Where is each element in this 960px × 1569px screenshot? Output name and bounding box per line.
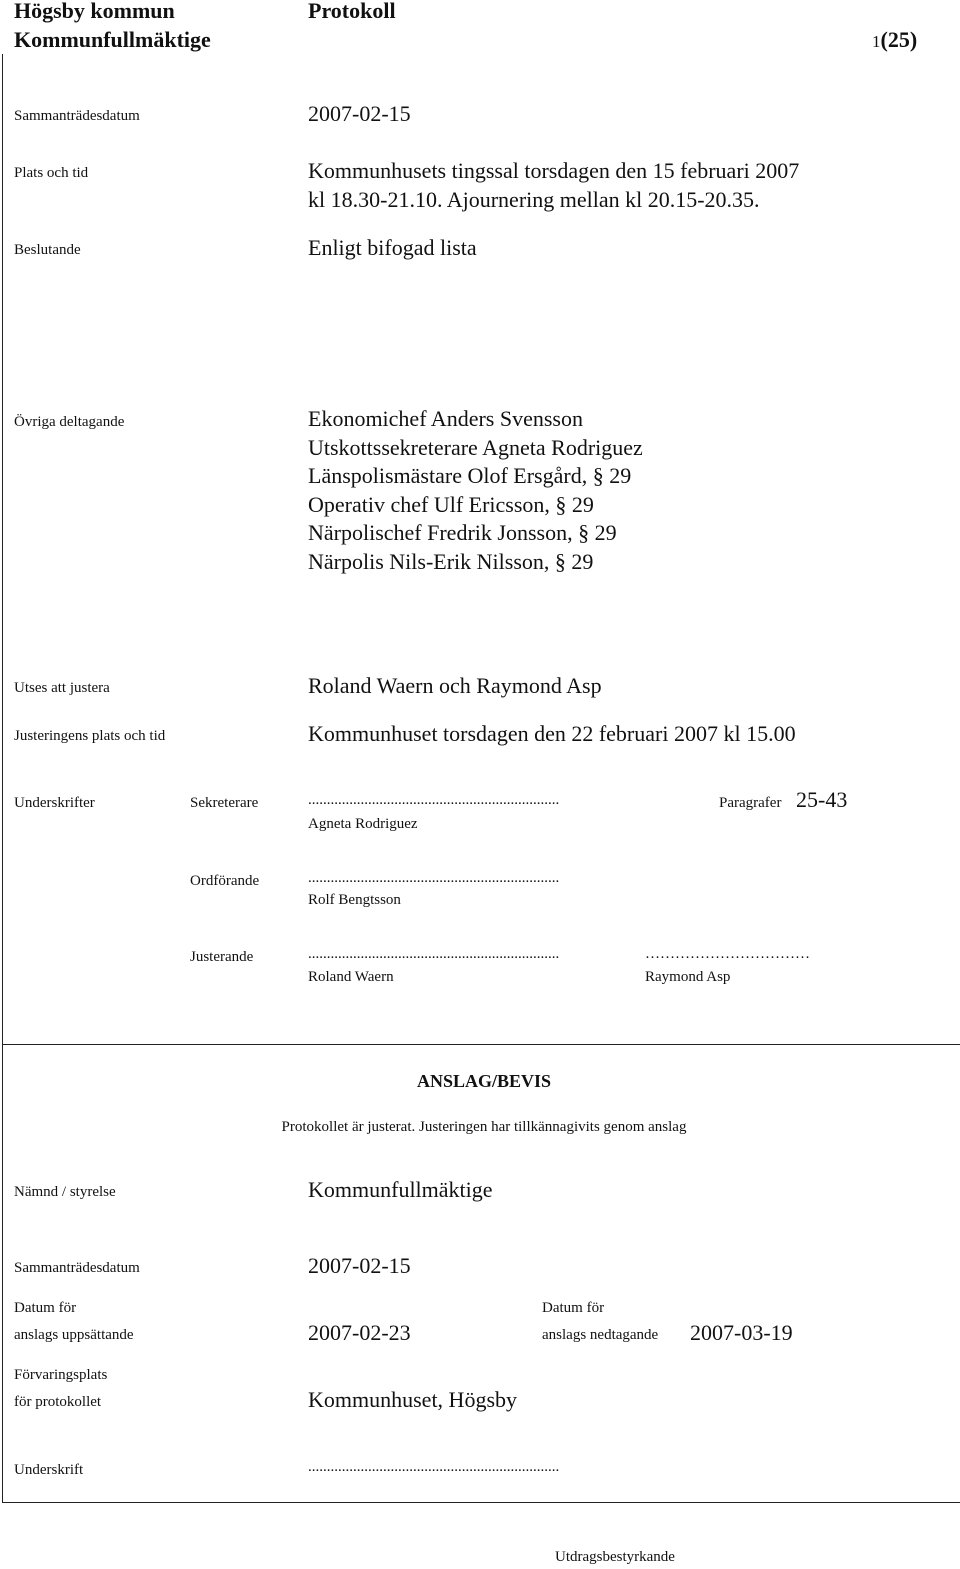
removed-date-label-1: Datum för bbox=[542, 1300, 605, 1316]
posted-date-label-1: Datum för bbox=[14, 1300, 77, 1316]
storage-label-2: för protokollet bbox=[14, 1394, 102, 1410]
storage-label-1: Förvaringsplats bbox=[14, 1367, 108, 1383]
signatures-label: Underskrifter bbox=[14, 795, 95, 811]
notice-subtitle: Protokollet är justerat. Justeringen har tillkännagivits genom anslag bbox=[281, 1119, 687, 1135]
participant-line: Länspolismästare Olof Ersgård, § 29 bbox=[308, 463, 632, 488]
deciding-label: Beslutande bbox=[14, 242, 81, 258]
posted-date-value: 2007-02-23 bbox=[308, 1320, 411, 1345]
left-border bbox=[2, 54, 3, 1502]
paragraphs-value: 25-43 bbox=[796, 787, 848, 812]
secretary-signature-line: ................................................................... bbox=[308, 792, 560, 808]
municipality-name: Högsby kommun bbox=[14, 0, 175, 23]
bottom-border bbox=[2, 1502, 960, 1503]
adjuster-name-2: Raymond Asp bbox=[645, 969, 731, 985]
divider-notice bbox=[2, 1044, 960, 1045]
meeting-date-value: 2007-02-15 bbox=[308, 101, 411, 126]
place-line-1: Kommunhusets tingssal torsdagen den 15 februari 2007 bbox=[308, 158, 800, 183]
adjustment-place-value: Kommunhuset torsdagen den 22 februari 2007 kl 15.00 bbox=[308, 721, 796, 746]
deciding-value: Enligt bifogad lista bbox=[308, 235, 477, 260]
signature-label: Underskrift bbox=[14, 1462, 84, 1478]
board-label: Nämnd / styrelse bbox=[14, 1184, 116, 1200]
adjusters-label: Utses att justera bbox=[14, 680, 110, 696]
posted-date-label-2: anslags uppsättande bbox=[14, 1327, 134, 1343]
place-label: Plats och tid bbox=[14, 165, 89, 181]
notice-date-label: Sammanträdesdatum bbox=[14, 1260, 140, 1276]
extract-certification-label: Utdragsbestyrkande bbox=[555, 1549, 675, 1565]
secretary-role: Sekreterare bbox=[190, 795, 259, 811]
notice-title: ANSLAG/BEVIS bbox=[416, 1071, 552, 1091]
secretary-name: Agneta Rodriguez bbox=[308, 816, 418, 832]
adjuster-signature-line-2: …………………………… bbox=[645, 946, 810, 962]
council-name: Kommunfullmäktige bbox=[14, 27, 211, 52]
other-participants-label: Övriga deltagande bbox=[14, 414, 125, 430]
chair-role: Ordförande bbox=[190, 873, 260, 889]
adjuster-signature-line: ................................................................... bbox=[308, 946, 560, 962]
participant-line: Ekonomichef Anders Svensson bbox=[308, 406, 583, 431]
place-line-2: kl 18.30-21.10. Ajournering mellan kl 20.15-20.35. bbox=[308, 187, 760, 212]
paragraphs-label: Paragrafer bbox=[719, 795, 782, 811]
adjustment-place-label: Justeringens plats och tid bbox=[14, 728, 166, 744]
meeting-date-label: Sammanträdesdatum bbox=[14, 108, 140, 124]
removed-date-label-2: anslags nedtagande bbox=[542, 1327, 659, 1343]
participant-line: Närpolischef Fredrik Jonsson, § 29 bbox=[308, 520, 617, 545]
document-type: Protokoll bbox=[308, 0, 396, 23]
chair-signature-line: ................................................................... bbox=[308, 870, 560, 886]
page-number: 1(25) bbox=[872, 27, 918, 52]
signature-line: ................................................................... bbox=[308, 1459, 560, 1475]
participant-line: Operativ chef Ulf Ericsson, § 29 bbox=[308, 491, 594, 517]
participant-line: Utskottssekreterare Agneta Rodriguez bbox=[308, 434, 643, 460]
removed-date-value: 2007-03-19 bbox=[690, 1320, 793, 1345]
other-participants-list bbox=[308, 405, 643, 576]
participant-line: Närpolis Nils-Erik Nilsson, § 29 bbox=[308, 548, 594, 574]
notice-date-value: 2007-02-15 bbox=[308, 1253, 411, 1278]
chair-name: Rolf Bengtsson bbox=[308, 892, 401, 908]
adjuster-role: Justerande bbox=[190, 949, 254, 965]
adjusters-value: Roland Waern och Raymond Asp bbox=[308, 673, 602, 698]
board-value: Kommunfullmäktige bbox=[308, 1177, 493, 1202]
adjuster-name-1: Roland Waern bbox=[308, 969, 394, 985]
storage-value: Kommunhuset, Högsby bbox=[308, 1387, 517, 1412]
